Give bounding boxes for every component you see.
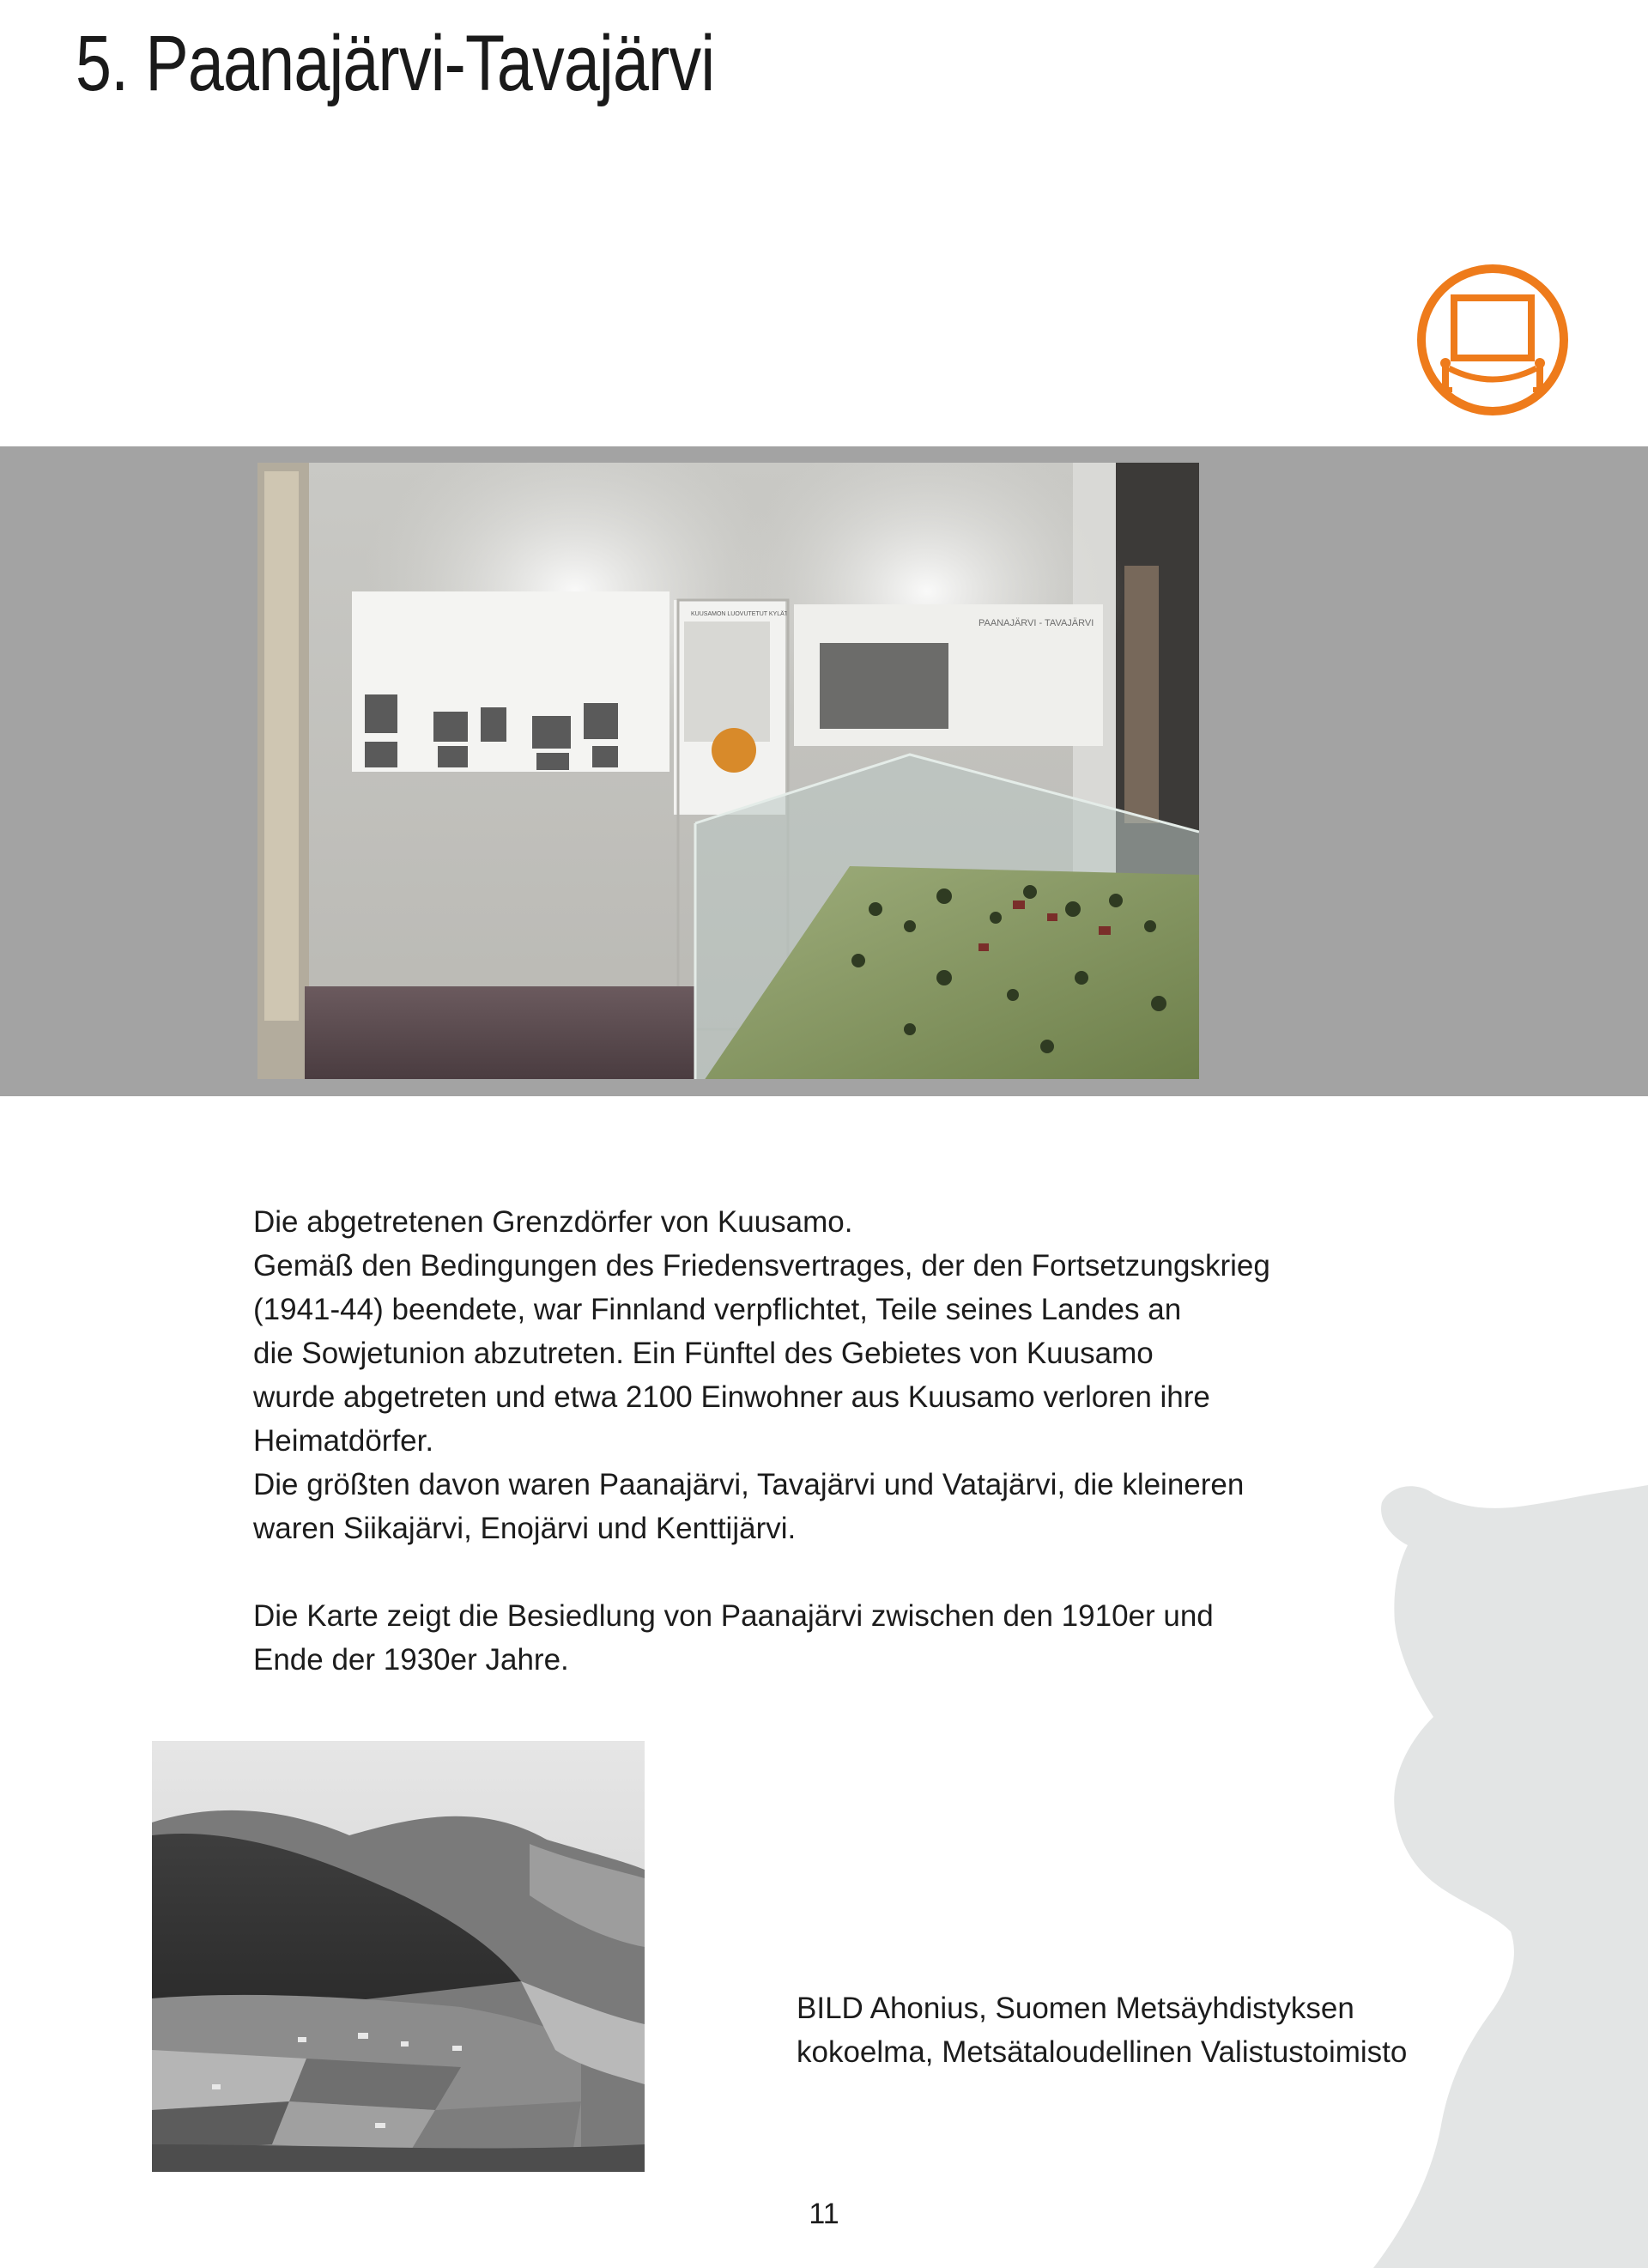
paragraph-gap xyxy=(253,1550,1455,1594)
text-line: Ende der 1930er Jahre. xyxy=(253,1643,569,1677)
text-line: Die abgetretenen Grenzdörfer von Kuusamo. xyxy=(253,1205,853,1239)
page-number: 11 xyxy=(809,2198,839,2230)
exhibit-panel-heading: PAANAJÄRVI - TAVAJÄRVI xyxy=(978,618,1094,628)
text-line: Die Karte zeigt die Besiedlung von Paanajärvi zwischen den 1910er und xyxy=(253,1599,1214,1633)
intro-text xyxy=(253,1200,1455,1682)
paragraph-ceded-villages xyxy=(253,1200,1455,1550)
map-panel-heading: KUUSAMON LUOVUTETUT KYLÄT xyxy=(691,611,789,617)
text-line: Heimatdörfer. xyxy=(253,1424,434,1458)
text-line: waren Siikajärvi, Enojärvi und Kenttijärvi. xyxy=(253,1512,797,1545)
photo-caption xyxy=(797,1986,1407,2074)
page-title: 5. Paanajärvi-Tavajärvi xyxy=(76,20,715,107)
aerial-village-photo xyxy=(152,1741,645,2172)
exhibit-room-photo xyxy=(258,463,1199,1079)
exhibit-display-icon xyxy=(1415,262,1571,418)
text-line: Die größten davon waren Paanajärvi, Tavajärvi und Vatajärvi, die kleineren xyxy=(253,1468,1245,1501)
text-line: wurde abgetreten und etwa 2100 Einwohner aus Kuusamo verloren ihre xyxy=(253,1380,1210,1414)
paragraph-map-description xyxy=(253,1594,1455,1682)
caption-line: BILD Ahonius, Suomen Metsäyhdistyksen xyxy=(797,1992,1354,2025)
text-line: (1941-44) beendete, war Finnland verpflichtet, Teile seines Landes an xyxy=(253,1293,1182,1326)
caption-line: kokoelma, Metsätaloudellinen Valistustoimisto xyxy=(797,2035,1408,2069)
text-line: Gemäß den Bedingungen des Friedensvertrages, der den Fortsetzungskrieg xyxy=(253,1249,1270,1283)
text-line: die Sowjetunion abzutreten. Ein Fünftel des Gebietes von Kuusamo xyxy=(253,1337,1154,1370)
